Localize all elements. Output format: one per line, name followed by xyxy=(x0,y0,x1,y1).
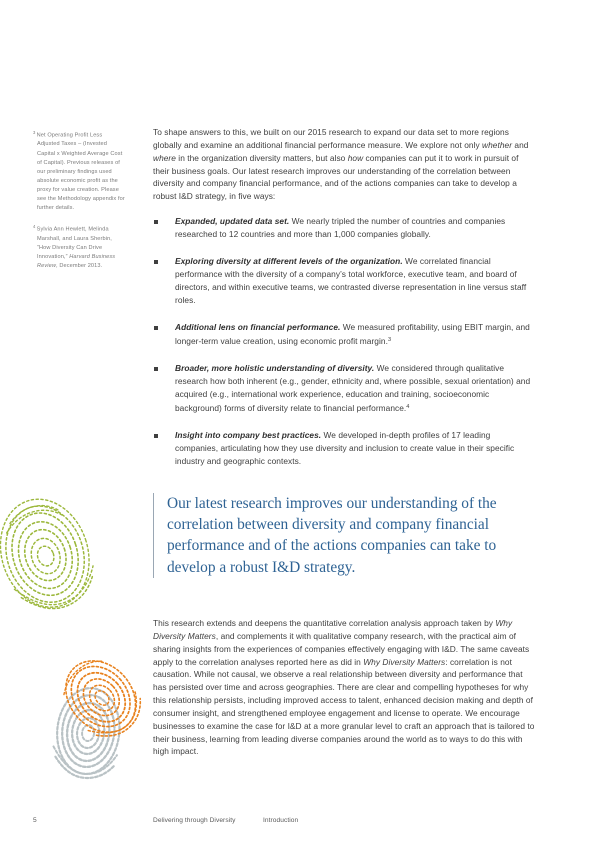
footnote-reference: 3 xyxy=(387,336,392,343)
fingerprint-orange-icon xyxy=(58,650,146,746)
closing-section xyxy=(153,617,535,770)
research-way-body: We nearly tripled the number of countries and companies researched to 12 countries and more than 1,000 companies globally. xyxy=(175,216,506,239)
closing-segment-2: , and complements it with qualitative company research, with the practical aim of sharing insights from the experiences of companies effectively engaging with I&D. The same caveats apply to the correlation analyses reported here as did in xyxy=(153,630,530,667)
footnote-4 xyxy=(33,222,125,271)
footer-section-name: Introduction xyxy=(263,817,299,824)
fingerprint-gray-icon xyxy=(42,678,134,788)
intro-segment-1: whether xyxy=(482,139,513,150)
margin-footnotes xyxy=(33,128,125,280)
pull-quote-text: Our latest research improves our understanding of the correlation between diversity and company financial performance and of the actions companies can take to develop a robust I&D strategy. xyxy=(167,495,497,576)
intro-segment-0: To shape answers to this, we built on our 2015 research to expand our data set to more regions globally and examine an additional financial performance measure. We explore not only xyxy=(153,127,509,150)
footnote-marker: 3 xyxy=(33,130,36,135)
research-way-body: We developed in-depth profiles of 17 leading companies, articulating how they use diversity and inclusion to create value in their specific industry and geographic contexts. xyxy=(175,430,515,466)
intro-paragraph xyxy=(153,126,535,203)
footnote-text: Net Operating Profit Less Adjusted Taxes – (Invested Capital x Weighted Average Cost of Capital). Previous releases of our preliminary findings used absolute economic profit as the proxy for value creation. Please see the Methodology appendix for further details. xyxy=(36,132,125,212)
research-way-lead: Expanded, updated data set. xyxy=(175,216,290,227)
closing-segment-4: : correlation is not causation. While not causal, we observe a real relationship between diversity and performance that has persisted over time and across geographies. There are clear and compelling hypotheses for why this relationship persists, including improved access to talent, enhanced decision making and depth of consumer insight, and strengthened employee engagement and license to operate. We encourage businesses to examine the case for I&D at a more granular level to craft an approach that is tailored to their business, learning from leading diverse companies around the world as to ways to do this with high impact. xyxy=(153,656,535,757)
research-way-lead: Exploring diversity at different levels of the organization. xyxy=(175,256,403,267)
research-way-body: We correlated financial performance with the diversity of a company’s total workforce, executive team, and board of directors, and within executive teams, we contrasted diverse representation in line versus staff roles. xyxy=(175,256,527,305)
intro-segment-5: how xyxy=(347,152,364,163)
footnote-3 xyxy=(33,128,125,213)
footnote-text: Sylvia Ann Hewlett, Melinda Marshall, and Laura Sherbin, “How Diversity Can Drive Innovation,” xyxy=(36,226,112,260)
research-way-lead: Insight into company best practices. xyxy=(175,430,322,441)
research-ways-list xyxy=(153,215,535,468)
closing-segment-1: Why Diversity Matters xyxy=(153,618,513,641)
footnote-reference: 4 xyxy=(406,403,410,410)
bullet-square-icon xyxy=(154,326,158,330)
pull-quote xyxy=(153,493,533,578)
closing-segment-3: Why Diversity Matters xyxy=(363,656,446,667)
research-way-item xyxy=(153,215,535,241)
research-way-item xyxy=(153,255,535,306)
footnote-italic: Harvard Business Review xyxy=(37,253,116,269)
closing-paragraph xyxy=(153,617,535,758)
intro-segment-2: and xyxy=(512,139,529,150)
fingerprint-artwork xyxy=(0,470,150,810)
research-way-body: We measured profitability, using EBIT margin, and longer-term value creation, using economic profit margin. xyxy=(175,322,530,346)
bullet-square-icon xyxy=(154,367,158,371)
bullet-square-icon xyxy=(154,434,158,438)
research-way-body: We considered through qualitative research how both inherent (e.g., gender, ethnicity and, where possible, sexual orientation) and acquired (e.g., international work experience, education and training, socioeconomic background) forms of diversity relate to financial performance. xyxy=(175,363,531,413)
footnote-text-tail: , December 2013. xyxy=(56,263,103,269)
bullet-square-icon xyxy=(154,220,158,224)
research-way-item xyxy=(153,429,535,468)
page-number: 5 xyxy=(33,817,37,824)
fingerprint-green-icon xyxy=(0,492,106,622)
bullet-square-icon xyxy=(154,260,158,264)
research-way-lead: Additional lens on financial performance. xyxy=(175,322,341,333)
intro-segment-4: in the organization diversity matters, but also xyxy=(175,152,348,163)
intro-segment-3: where xyxy=(153,152,176,163)
research-way-item xyxy=(153,321,535,348)
intro-segment-6: companies can put it to work in pursuit of their business goals. Our latest research improves our understanding of the correlation between diversity and company financial performance, and of the actions companies can take to develop a robust I&D strategy, in five ways: xyxy=(153,152,519,202)
closing-segment-0: This research extends and deepens the quantitative correlation analysis approach taken by xyxy=(153,618,496,628)
research-way-item xyxy=(153,362,535,414)
research-way-lead: Broader, more holistic understanding of diversity. xyxy=(175,363,375,374)
main-content-column xyxy=(153,126,535,482)
footer-document-title: Delivering through Diversity xyxy=(153,817,236,824)
footnote-marker: 4 xyxy=(33,224,36,230)
